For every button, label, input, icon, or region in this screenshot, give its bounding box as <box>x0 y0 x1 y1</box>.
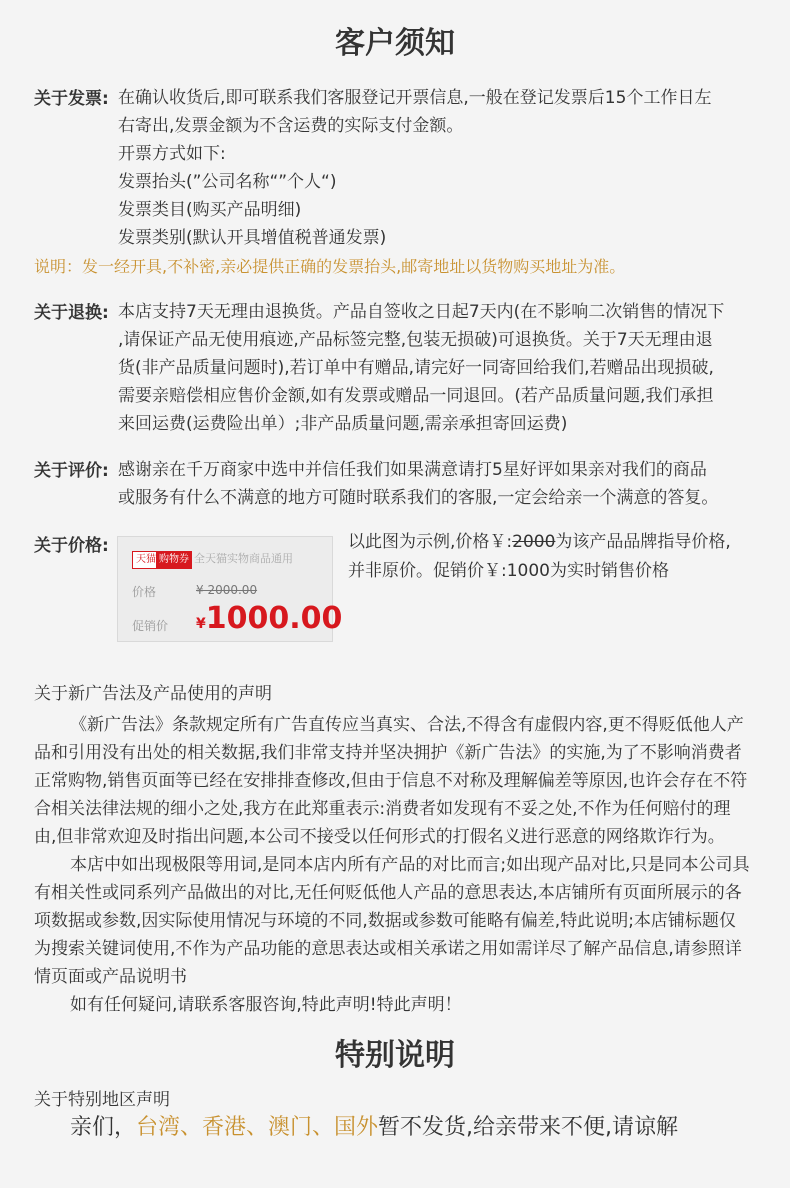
currency-symbol: ¥ <box>196 616 206 632</box>
invoice-body <box>118 84 764 252</box>
ad-law-line: 如有任何疑问,请联系客服咨询,特此声明!特此声明！ <box>70 995 462 1015</box>
returns-line: 需要亲赔偿相应售价金额,如有发票或赠品一同退回。(若产品质量问题,我们承担 <box>118 386 714 406</box>
price-text-line1 <box>348 528 731 557</box>
promo-price-number: 1000.00 <box>205 601 343 636</box>
returns-line: ,请保证产品无使用痕迹,产品标签完整,包装无损破)可退换货。关于7天无理由退 <box>118 330 713 350</box>
ad-law-line: 由,但非常欢迎及时指出问题,本公司不接受以任何形式的打假名义进行恶意的网络欺诈行为。 <box>34 827 725 847</box>
ad-law-line: 正常购物,销售页面等已经在安排排查修改,但由于信息不对称及理解偏差等原因,也许会存在不符 <box>34 771 748 791</box>
region-statement <box>70 1110 678 1141</box>
price-text-strike: 2000 <box>512 532 556 552</box>
price-explanation <box>348 528 731 586</box>
review-body <box>118 456 764 512</box>
special-title: 特别说明 <box>335 1038 455 1073</box>
invoice-note: 说明：发一经开具,不补密,亲必提供正确的发票抬头,邮寄地址以货物购买地址为准。 <box>34 257 626 276</box>
returns-line: 本店支持7天无理由退换货。产品自签收之日起7天内(在不影响二次销售的情况下 <box>118 302 725 322</box>
promo-text: 全天猫实物商品通用 <box>194 552 293 565</box>
price-text-b: 为该产品品牌指导价格, <box>555 532 731 552</box>
ad-law-line: 《新广告法》条款规定所有广告直传应当真实、合法,不得含有虚假内容,更不得贬低他人产 <box>70 715 744 735</box>
invoice-label: 关于发票: <box>34 89 109 109</box>
returns-body <box>118 298 764 438</box>
price-text-a: 以此图为示例,价格￥: <box>348 532 513 552</box>
ad-law-line: 情页面或产品说明书 <box>34 967 187 987</box>
region-suffix: 暂不发货,给亲带来不便,请谅解 <box>378 1115 679 1140</box>
ad-law-line: 合相关法律法规的细小之处,我方在此郑重表示:消费者如发现有不妥之处,不作为任何赔付的理 <box>34 799 731 819</box>
invoice-line: 在确认收货后,即可联系我们客服登记开票信息,一般在登记发票后15个工作日左 <box>118 88 712 108</box>
ad-law-line: 本店中如出现极限等用词,是同本店内所有产品的对比而言;如出现产品对比,只是同本公司具 <box>70 855 750 875</box>
promo-price-value <box>196 601 342 636</box>
review-line: 感谢亲在千万商家中选中并信任我们如果满意请打5星好评如果亲对我们的商品 <box>118 460 707 480</box>
ad-law-body <box>34 711 786 1019</box>
review-line: 或服务有什么不满意的地方可随时联系我们的客服,一定会给亲一个满意的答复。 <box>118 488 719 508</box>
returns-label: 关于退换: <box>34 303 109 323</box>
ad-law-line: 有相关性或同系列产品做出的对比,无任何贬低他人产品的意思表达,本店铺所有页面所展示的各 <box>34 883 742 903</box>
region-list: 台湾、香港、澳门、国外 <box>136 1115 379 1140</box>
orig-price-value: ¥ 2000.00 <box>196 583 258 597</box>
notice-title: 客户须知 <box>335 26 455 61</box>
coupon-tag: 购物券 <box>156 551 192 569</box>
invoice-line: 发票类目(购买产品明细) <box>118 200 302 220</box>
returns-line: 货(非产品质量问题时),若订单中有赠品,请完好一同寄回给我们,若赠品出现损破, <box>118 358 714 378</box>
invoice-line: 发票抬头(”公司名称“”个人“) <box>118 172 337 192</box>
price-example-card <box>117 536 343 642</box>
invoice-line: 右寄出,发票金额为不含运费的实际支付金额。 <box>118 116 464 136</box>
ad-law-line: 品和引用没有出处的相关数据,我们非常支持并坚决拥护《新广告法》的实施,为了不影响消费者 <box>34 743 742 763</box>
region-heading: 关于特别地区声明 <box>34 1090 170 1110</box>
review-label: 关于评价: <box>34 461 109 481</box>
ad-law-line: 为搜索关键词使用,不作为产品功能的意思表达或相关承诺之用如需详尽了解产品信息,请参照详 <box>34 939 742 959</box>
price-text-line2: 并非原价。促销价￥:1000为实时销售价格 <box>348 561 669 581</box>
ad-law-line: 项数据或参数,因实际使用情况与环境的不同,数据或参数可能略有偏差,特此说明;本店铺标题仅 <box>34 911 736 931</box>
ad-law-heading: 关于新广告法及产品使用的声明 <box>34 684 272 704</box>
invoice-line: 发票类别(默认开具增值税普通发票) <box>118 228 387 248</box>
tmall-tag: 天猫 <box>132 551 160 569</box>
region-prefix: 亲们， <box>70 1115 137 1140</box>
orig-price-label: 价格 <box>132 585 157 599</box>
invoice-line: 开票方式如下: <box>118 144 226 164</box>
promo-price-label: 促销价 <box>132 619 169 633</box>
price-label: 关于价格: <box>34 536 109 556</box>
returns-line: 来回运费(运费险出单）;非产品质量问题,需亲承担寄回运费) <box>118 414 568 434</box>
